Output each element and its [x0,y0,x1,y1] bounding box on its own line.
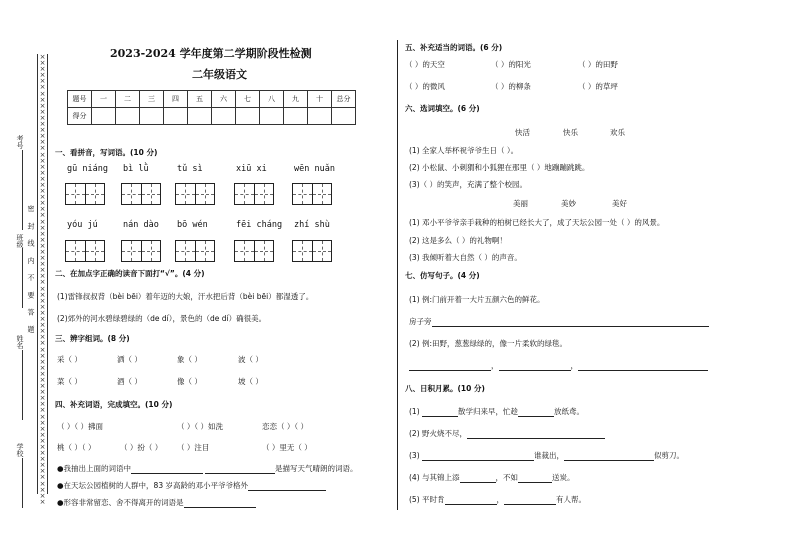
s8-l2-blank[interactable] [467,438,605,439]
score-table [67,90,356,125]
score-header-cell: 六 [212,91,236,108]
s8-l2 [409,428,605,439]
s5-item: （ ）的微风 [405,82,445,91]
score-header-cell: 题号 [68,91,92,108]
grid-cell[interactable] [86,241,105,261]
s3-item: 波（ ） [238,355,263,364]
s6-l2: (2) 小松鼠、小刺猬和小狐狸在那里（ ）地蹦蹦跳跳。 [409,163,590,172]
pinyin-label: tǔ sì [177,164,203,174]
char-grid[interactable] [175,240,215,262]
section-1-title: 一、看拼音，写词语。(10 分) [55,148,158,157]
s4-q3-text: ●形容非常留恋、舍不得离开的词语是 [57,498,184,507]
pinyin-label: wēn nuǎn [294,164,335,174]
kaohao-line [22,150,23,230]
s6-word-option: 美妙 [561,199,576,208]
char-grid[interactable] [121,240,161,262]
s3-item: 菜（ ） [57,377,82,386]
s7-ans1-blank[interactable] [432,326,709,327]
s4-q1a: ●我抽出上面的词语中 [57,464,132,473]
grid-cell[interactable] [196,184,215,204]
grid-cell[interactable] [86,184,105,204]
label-banji: 班级 [16,234,24,248]
s7-ex1: (1) 例:门前开着一大片五颜六色的鲜花。 [409,295,545,304]
s4-q1 [57,463,358,474]
s8-l4-blank2[interactable] [518,482,552,483]
char-grid[interactable] [234,240,274,262]
s8-l4c: 送炭。 [552,473,575,482]
grid-cell[interactable] [255,241,274,261]
s8-l5-blank2[interactable] [504,504,556,505]
s5-item: （ ）的田野 [578,60,618,69]
page-title: 2023-2024 学年度第二学期阶段性检测 [110,47,312,60]
s4-item: 桃（ ）（ ） [57,443,96,452]
s7-ex2: (2) 例:田野，葱葱绿绿的，像一片柔软的绿毯。 [409,339,568,348]
s2-line1: (1)雷锋叔叔背（bèi bēi）着年迈的大娘，汗水把后背（bèi bēi）都湿透了。 [57,292,314,301]
label-xingming: 姓名 [16,335,24,349]
char-grid[interactable] [292,240,332,262]
s4-item: （ ）里无（ ） [262,443,312,452]
xingming-line [22,350,23,420]
score-header-cell: 总分 [332,91,356,108]
s7-ans2 [409,360,708,371]
s5-item: （ ）的草坪 [578,82,618,91]
s4-q3 [57,497,256,508]
s6-l6: (3) 我倾听着大自然（ ）的声音。 [409,253,522,262]
s8-l1-blank1[interactable] [422,416,458,417]
grid-cell[interactable] [122,184,142,204]
score-input-cell[interactable] [308,108,332,125]
pinyin-label: xiū xi [236,164,267,174]
s8-l3c: 似剪刀。 [654,451,685,460]
s2-line2: (2)郊外的河水碧绿碧绿的（de dí），景色的（de dí）确很美。 [57,314,267,323]
score-input-cell[interactable] [188,108,212,125]
grid-cell[interactable] [235,184,255,204]
score-header-cell: 五 [188,91,212,108]
s8-l5b: ， [496,495,505,504]
s6-word-option: 快活 [515,128,530,137]
s8-l5 [409,494,586,505]
s6-word-option: 美好 [612,199,627,208]
score-input-cell[interactable] [284,108,308,125]
s8-l4-blank1[interactable] [460,482,496,483]
s3-item: 坡（ ） [238,377,263,386]
s7-ans2-blank1[interactable] [409,370,491,371]
seal-text: 密 封 线 内 不 要 答 题 [27,205,35,337]
s3-item: 像（ ） [177,377,202,386]
s6-l5: (2) 这是多么（ ）的礼物啊！ [409,236,507,245]
xuexiao-line [22,458,23,508]
s8-l5a: (5) 平时肯 [409,495,445,504]
grid-cell[interactable] [196,241,215,261]
score-input-cell[interactable] [164,108,188,125]
grid-cell[interactable] [176,184,196,204]
s4-item: （ ）扮（ ） [120,443,163,452]
grid-cell[interactable] [122,241,142,261]
s4-q2-text: ●在天坛公园植树的人群中，83 岁高龄的邓小平爷爷格外 [57,481,248,490]
score-header-cell: 十 [308,91,332,108]
s8-l1b: 散学归来早，忙趁 [458,407,519,416]
s8-l1a: (1) [409,407,420,416]
s8-l4b: ，不如 [495,473,519,482]
page-subtitle: 二年级语文 [192,68,247,81]
s8-l1-blank2[interactable] [518,416,554,417]
section-3-title: 三、辨字组词。(8 分) [55,334,130,343]
label-xuexiao: 学校 [16,443,24,457]
score-header-cell: 二 [116,91,140,108]
char-grid[interactable] [292,183,332,205]
s8-l3-blank2[interactable] [564,460,654,461]
column-divider [397,40,398,510]
grid-cell[interactable] [66,241,86,261]
s7-ans2-blank3[interactable] [578,370,708,371]
pinyin-label: fēi cháng [236,220,283,230]
s4-item: （ ）（ ）拂面 [57,422,104,431]
s3-item: 酒（ ） [117,377,142,386]
score-header-cell: 四 [164,91,188,108]
score-input-cell[interactable] [140,108,164,125]
score-input-cell[interactable] [236,108,260,125]
pinyin-label: bō wén [177,220,208,230]
s8-l3-blank1[interactable] [422,460,534,461]
score-header-cell: 一 [92,91,116,108]
score-input-cell[interactable] [116,108,140,125]
pinyin-label: gū niáng [67,164,108,174]
s4-q1b: 是描写天气晴朗的词语。 [275,464,358,473]
score-input-cell[interactable] [260,108,284,125]
grid-cell[interactable] [176,241,196,261]
score-label-cell: 得分 [68,108,92,125]
s8-l4 [409,472,575,483]
s3-item: 象（ ） [177,355,202,364]
s6-word-option: 快乐 [563,128,578,137]
s7-ans1 [409,316,709,327]
s8-l3a: (3) [409,451,420,460]
grid-cell[interactable] [66,184,86,204]
section-2-title: 二、在加点字正确的读音下面打“√”。(4 分) [55,269,205,278]
s3-item: 采（ ） [57,355,82,364]
section-5-title: 五、补充适当的词语。(6 分) [405,43,503,52]
s5-item: （ ）的天空 [405,60,445,69]
s6-l1: (1) 全家人举杯祝爷爷生日（ ）。 [409,146,519,155]
char-grid[interactable] [65,240,105,262]
s4-q3-blank[interactable] [184,507,256,508]
s7-ans2-comma1: ， [491,361,499,370]
s7-ans2-blank2[interactable] [499,370,571,371]
section-6-title: 六、选词填空。(6 分) [405,104,480,113]
grid-cell[interactable] [142,241,161,261]
score-input-cell[interactable] [212,108,236,125]
score-header-cell: 三 [140,91,164,108]
s4-item: 恋恋（ ）（ ） [262,422,309,431]
pinyin-label: zhí shù [294,220,330,230]
char-grid[interactable] [65,183,105,205]
score-header-cell: 七 [236,91,260,108]
s7-ans1-start: 房子旁 [409,317,432,326]
banji-line [22,248,23,308]
s4-item: （ ）（ ）如洗 [177,422,224,431]
score-header-cell: 九 [284,91,308,108]
s8-l1c: 放纸鸢。 [554,407,585,416]
s8-l2-text: (2) 野火烧不尽， [409,429,468,438]
grid-cell[interactable] [313,184,332,204]
char-grid[interactable] [234,183,274,205]
score-header-cell: 八 [260,91,284,108]
s8-l5c: 有人帮。 [556,495,587,504]
char-grid[interactable] [175,183,215,205]
char-grid[interactable] [121,183,161,205]
s3-item: 洒（ ） [117,355,142,364]
grid-cell[interactable] [293,241,313,261]
section-7-title: 七、仿写句子。(4 分) [405,271,480,280]
grid-cell[interactable] [255,184,274,204]
s4-q1-blank1[interactable] [131,473,203,474]
grid-cell[interactable] [313,241,332,261]
pinyin-label: nán dào [123,220,159,230]
s8-l3 [409,450,684,461]
s8-l5-blank1[interactable] [445,504,497,505]
s6-l3: (3)（ ）的笑声，充满了整个校园。 [409,180,528,189]
s6-word-option: 欢乐 [610,128,625,137]
s4-q2 [57,480,326,491]
s8-l1 [409,406,584,417]
pinyin-label: yóu jú [67,220,98,230]
s4-item: （ ）注目 [177,443,210,452]
grid-cell[interactable] [142,184,161,204]
grid-cell[interactable] [235,241,255,261]
score-input-cell[interactable] [92,108,116,125]
s7-ans2-comma2: ， [570,361,578,370]
grid-cell[interactable] [293,184,313,204]
s5-item: （ ）的阳光 [491,60,531,69]
score-input-cell[interactable] [332,108,356,125]
s5-item: （ ）的柳条 [491,82,531,91]
s6-l4: (1) 邓小平爷爷亲手栽种的柏树已经长大了，成了天坛公园一处（ ）的风景。 [409,218,665,227]
s8-l3b: 谁裁出， [534,451,565,460]
section-8-title: 八、日积月累。(10 分) [405,384,485,393]
label-kaohao: 考号 [16,135,24,149]
pinyin-label: bì lǜ [123,164,149,174]
binding-cross-marks: ×××××××××××××××××××××××××××××××××××××××××××××××××××××××××××××××××××××××××× [37,54,48,494]
s6-word-option: 美丽 [513,199,528,208]
s8-l4a: (4) 与其锦上添 [409,473,460,482]
s4-q2-blank[interactable] [248,490,326,491]
section-4-title: 四、补充词语，完成填空。(10 分) [55,400,173,409]
s4-q1-blank2[interactable] [205,473,275,474]
